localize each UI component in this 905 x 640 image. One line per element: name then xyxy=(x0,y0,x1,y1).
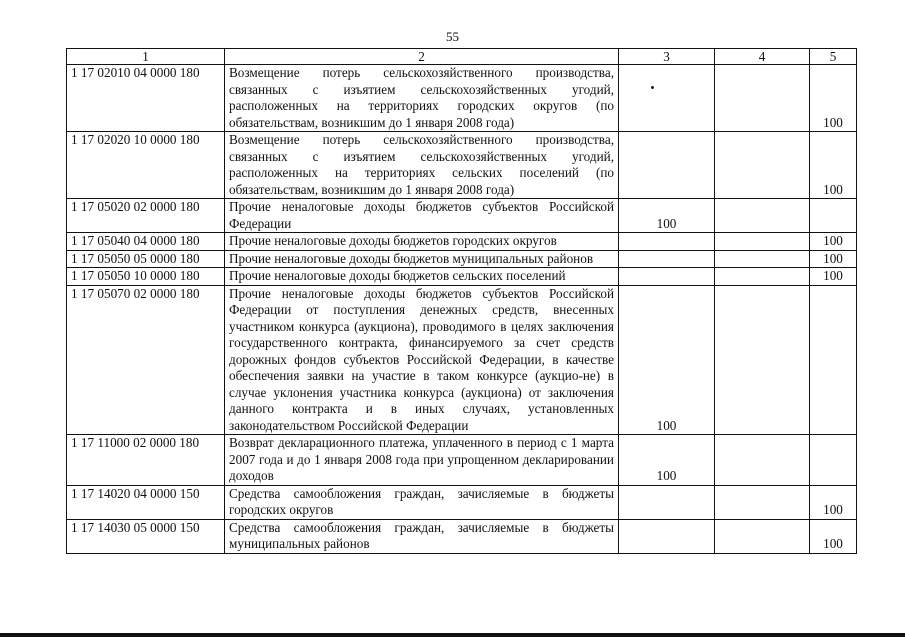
row-col4-value xyxy=(715,65,810,132)
row-col4-value xyxy=(715,485,810,519)
scan-speck xyxy=(651,86,654,89)
col-header-2: 2 xyxy=(225,49,619,65)
table-row xyxy=(67,199,857,233)
budget-classification-table xyxy=(66,48,857,554)
table-row xyxy=(67,132,857,199)
row-col5-value xyxy=(810,435,857,486)
table-row xyxy=(67,435,857,486)
row-col3-value: 100 xyxy=(619,435,715,486)
row-col3-value: 100 xyxy=(619,285,715,435)
row-col5-value xyxy=(810,199,857,233)
row-col5-value: 100 xyxy=(810,485,857,519)
table-row xyxy=(67,485,857,519)
row-col3-value xyxy=(619,268,715,286)
row-code: 1 17 05070 02 0000 180 xyxy=(67,285,225,435)
row-col3-value xyxy=(619,65,715,132)
row-code: 1 17 14020 04 0000 150 xyxy=(67,485,225,519)
row-col3-value xyxy=(619,485,715,519)
row-code: 1 17 05040 04 0000 180 xyxy=(67,233,225,251)
col-header-1: 1 xyxy=(67,49,225,65)
table-row xyxy=(67,233,857,251)
row-col4-value xyxy=(715,250,810,268)
row-code: 1 17 02020 10 0000 180 xyxy=(67,132,225,199)
row-description: Прочие неналоговые доходы бюджетов муниципальных районов xyxy=(225,250,619,268)
row-col5-value: 100 xyxy=(810,65,857,132)
row-col3-value xyxy=(619,233,715,251)
row-code: 1 17 05050 05 0000 180 xyxy=(67,250,225,268)
row-col3-value: 100 xyxy=(619,199,715,233)
row-col4-value xyxy=(715,233,810,251)
bottom-rule xyxy=(0,633,905,637)
row-description: Возмещение потерь сельскохозяйственного производства, связанных с изъятием сельскохозяйственных угодий, расположенных на территориях сельских поселений (по обязательствам, возникшим до 1 января 2008 года) xyxy=(225,132,619,199)
col-header-3: 3 xyxy=(619,49,715,65)
row-code: 1 17 02010 04 0000 180 xyxy=(67,65,225,132)
row-col5-value: 100 xyxy=(810,519,857,553)
row-description: Возврат декларационного платежа, уплаченного в период с 1 марта 2007 года и до 1 января 2008 года при упрощенном декларировании доходов xyxy=(225,435,619,486)
header-row xyxy=(67,49,857,65)
row-col4-value xyxy=(715,435,810,486)
row-description: Прочие неналоговые доходы бюджетов городских округов xyxy=(225,233,619,251)
row-col5-value xyxy=(810,285,857,435)
table-row xyxy=(67,268,857,286)
row-col4-value xyxy=(715,285,810,435)
row-description: Прочие неналоговые доходы бюджетов субъектов Российской Федерации xyxy=(225,199,619,233)
table-row xyxy=(67,65,857,132)
row-col5-value: 100 xyxy=(810,132,857,199)
col-header-5: 5 xyxy=(810,49,857,65)
row-col4-value xyxy=(715,268,810,286)
row-col5-value: 100 xyxy=(810,233,857,251)
row-col5-value: 100 xyxy=(810,250,857,268)
row-description: Прочие неналоговые доходы бюджетов сельских поселений xyxy=(225,268,619,286)
row-code: 1 17 11000 02 0000 180 xyxy=(67,435,225,486)
row-col3-value xyxy=(619,519,715,553)
row-code: 1 17 05050 10 0000 180 xyxy=(67,268,225,286)
table-row xyxy=(67,519,857,553)
row-col3-value xyxy=(619,250,715,268)
row-description: Прочие неналоговые доходы бюджетов субъектов Российской Федерации от поступления денежных средств, внесенных участником конкурса (аукциона), проводимого в целях заключения государственного контракта, финансируемого за счет средств дорожных фондов субъектов Российской Федерации, в качестве обеспечения заявки на участие в таком конкурсе (аукцио-не) в случае уклонения участника конкурса (аукциона) от заключения данного контракта и в иных случаях, установленных законодательством Российской Федерации xyxy=(225,285,619,435)
row-description: Средства самообложения граждан, зачисляемые в бюджеты городских округов xyxy=(225,485,619,519)
row-col3-value xyxy=(619,132,715,199)
col-header-4: 4 xyxy=(715,49,810,65)
row-col4-value xyxy=(715,199,810,233)
row-col4-value xyxy=(715,132,810,199)
row-col5-value: 100 xyxy=(810,268,857,286)
row-col4-value xyxy=(715,519,810,553)
row-description: Возмещение потерь сельскохозяйственного производства, связанных с изъятием сельскохозяйственных угодий, расположенных на территориях городских округов (по обязательствам, возникшим до 1 января 2008 года) xyxy=(225,65,619,132)
page-number: 55 xyxy=(446,29,459,44)
row-code: 1 17 14030 05 0000 150 xyxy=(67,519,225,553)
table-row xyxy=(67,250,857,268)
table-row xyxy=(67,285,857,435)
row-code: 1 17 05020 02 0000 180 xyxy=(67,199,225,233)
row-description: Средства самообложения граждан, зачисляемые в бюджеты муниципальных районов xyxy=(225,519,619,553)
